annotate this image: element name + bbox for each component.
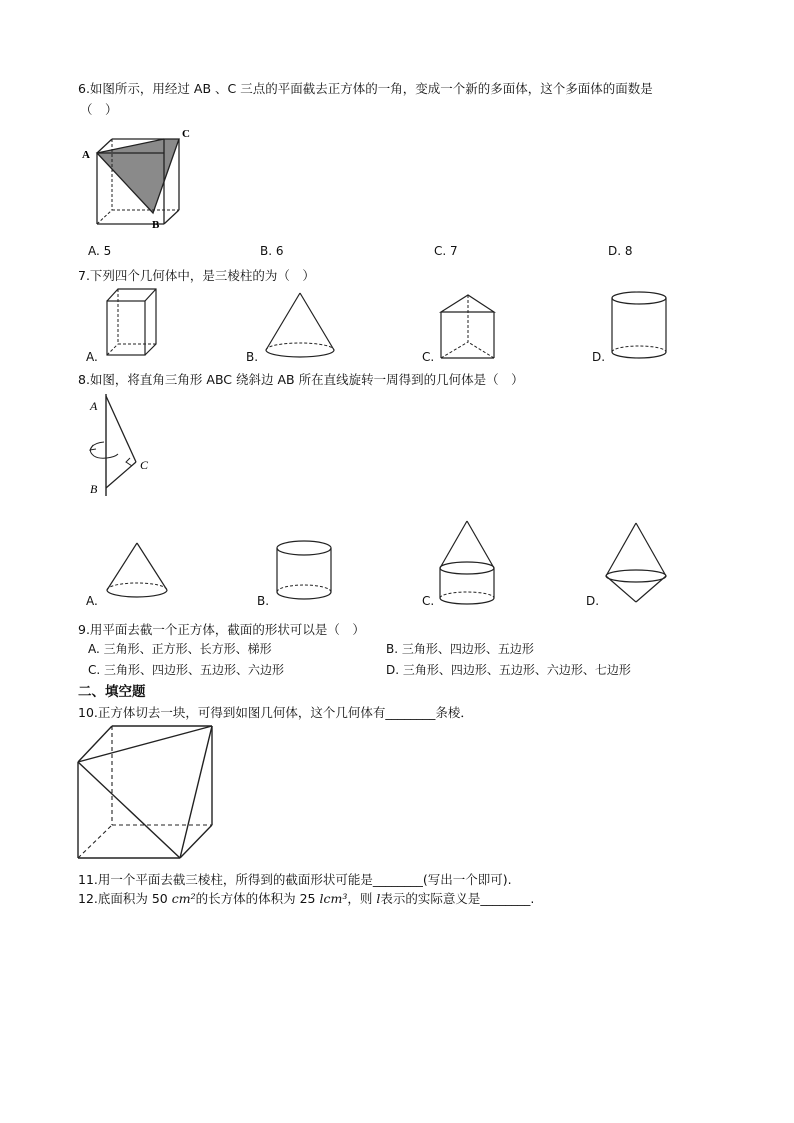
q6-cube-figure [78,124,198,234]
q6-paren: （ ） [80,102,118,117]
q12-unit-area: cm² [171,891,196,906]
q8-option-d-double-cone [602,520,670,608]
q9-option-d[interactable]: D. 三角形、四边形、五边形、六边形、七边形 [386,663,631,677]
q12-unit-volume: lcm³ [319,891,348,906]
q6-option-d[interactable]: D. 8 [608,244,633,258]
q7-cylinder-figure [610,290,670,362]
q8-label-b: B [90,482,98,496]
q8-option-b[interactable]: B. [257,594,270,608]
q10-answer-blank[interactable]: ________ [385,705,436,720]
q6-label-a: A [82,149,90,161]
q7-option-d[interactable]: D. [592,350,606,364]
q8-option-a[interactable]: A. [86,594,98,608]
q6-text: 6.如图所示，用经过 AB 、C 三点的平面截去正方体的一角，变成一个新的多面体，这个多面体的面数是 [78,81,653,96]
q8-option-c[interactable]: C. [422,594,435,608]
q10-text: 10.正方体切去一块，可得到如图几何体，这个几何体有________条棱． [78,705,473,720]
q8-rotation-figure [84,392,164,502]
q9-option-a[interactable]: A. 三角形、正方形、长方形、梯形 [88,642,272,656]
q7-option-b[interactable]: B. [246,350,259,364]
q7-text: 7.下列四个几何体中，是三棱柱的为（ ） [78,268,315,283]
q12-variable: l [376,891,381,906]
q7-option-a[interactable]: A. [86,350,98,364]
q11-answer-blank[interactable]: ________ [372,872,423,887]
q7-cone-figure [262,290,338,360]
q8-text: 8.如图，将直角三角形 ABC 绕斜边 AB 所在直线旋转一周得到的几何体是（ ） [78,372,524,387]
section-title: 二、填空题 [78,684,146,700]
q8-option-c-cone-cylinder [436,518,500,610]
q9-option-b[interactable]: B. 三角形、四边形、五边形 [386,642,534,656]
q8-label-c: C [140,458,149,472]
q9-text: 9.用平面去截一个正方体，截面的形状可以是（ ） [78,622,365,637]
q6-option-c[interactable]: C. 7 [434,244,458,258]
q7-option-c[interactable]: C. [422,350,435,364]
q7-triangular-prism-figure [438,292,498,362]
q6-label-c: C [182,128,190,140]
q8-option-a-cone [104,540,170,602]
q12-answer-blank[interactable]: ________ [480,891,531,906]
q6-option-a[interactable]: A. 5 [88,244,112,258]
q8-label-a: A [90,399,98,413]
q6-option-b[interactable]: B. 6 [260,244,284,258]
q7-prism-figure [100,284,160,362]
q6-label-b: B [152,219,160,231]
q9-option-c[interactable]: C. 三角形、四边形、五边形、六边形 [88,663,285,677]
q8-option-d[interactable]: D. [586,594,600,608]
q8-option-b-cylinder [274,538,334,604]
q12-text: 12.底面积为 50 cm²的长方体的体积为 25 lcm³，则 l表示的实际意义是________. [78,891,535,906]
q10-cut-cube-figure [76,724,222,864]
q11-text: 11.用一个平面去截三棱柱，所得到的截面形状可能是________(写出一个即可). [78,872,512,887]
